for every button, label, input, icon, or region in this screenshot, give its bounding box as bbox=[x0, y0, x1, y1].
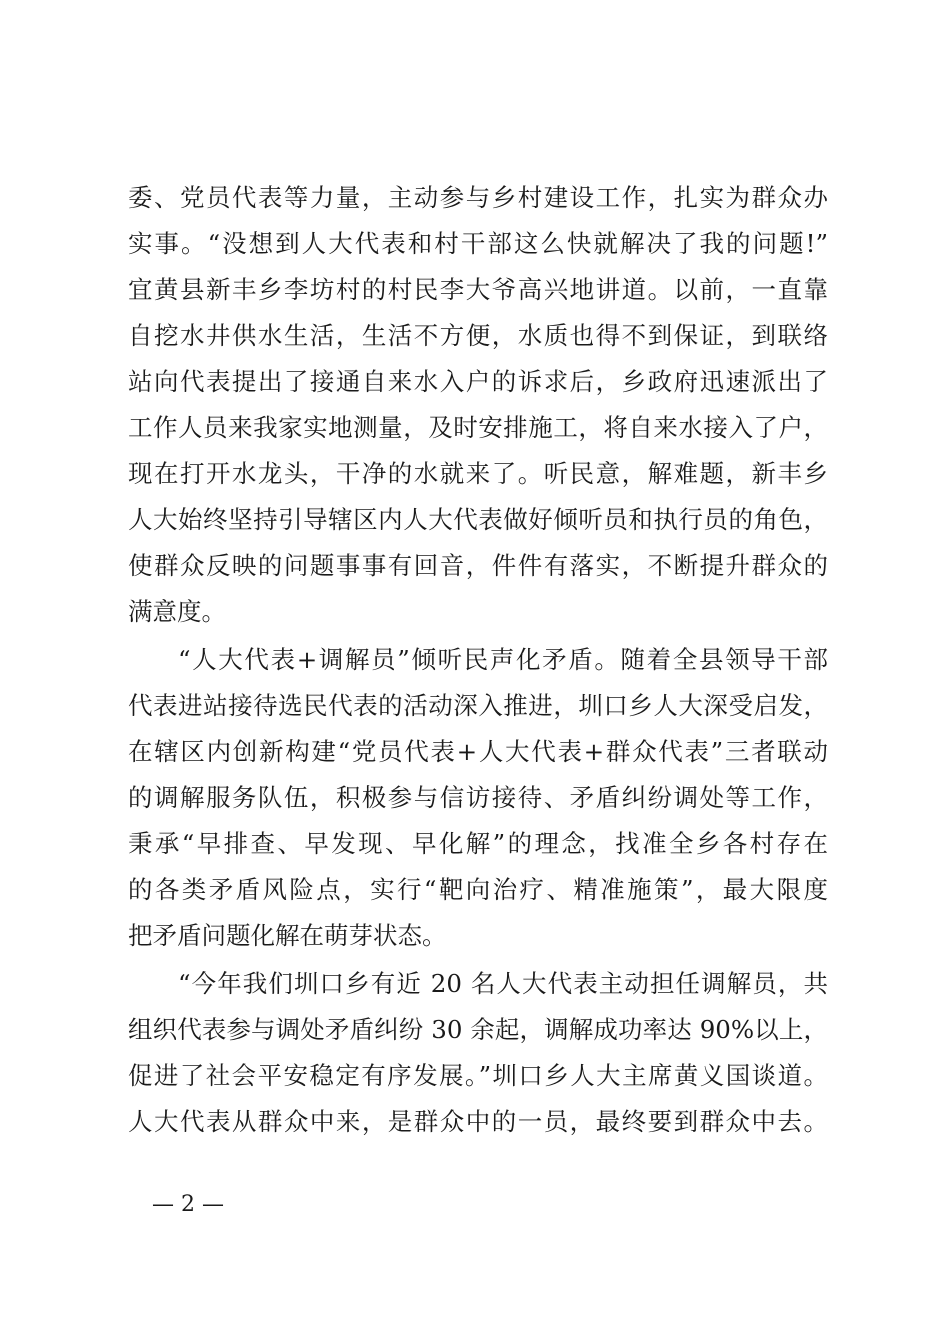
paragraph-1-line-1: 委、党员代表等力量，主动参与乡村建设工作，扎实为群众办 bbox=[128, 183, 828, 212]
paragraph-1-line-2: 实事。“没想到人大代表和村干部这么快就解决了我的问题!” bbox=[128, 229, 828, 258]
paragraph-2-line-7: 把矛盾问题化解在萌芽状态。 bbox=[128, 921, 447, 950]
paragraph-3-line-2: 组织代表参与调处矛盾纠纷 30 余起，调解成功率达 90%以上， bbox=[128, 1015, 828, 1044]
paragraph-1-line-9: 使群众反映的问题事事有回音，件件有落实，不断提升群众的 bbox=[128, 551, 828, 580]
paragraph-3-line-4: 人大代表从群众中来，是群众中的一员，最终要到群众中去。 bbox=[128, 1107, 828, 1136]
paragraph-3-line-3: 促进了社会平安稳定有序发展。”圳口乡人大主席黄义国谈道。 bbox=[128, 1061, 828, 1090]
paragraph-1-line-8: 人大始终坚持引导辖区内人大代表做好倾听员和执行员的角色， bbox=[128, 505, 828, 534]
paragraph-2-line-2: 代表进站接待选民代表的活动深入推进，圳口乡人大深受启发， bbox=[128, 691, 828, 720]
paragraph-1-line-10: 满意度。 bbox=[128, 597, 226, 626]
paragraph-2-line-4: 的调解服务队伍，积极参与信访接待、矛盾纠纷调处等工作， bbox=[128, 783, 828, 812]
paragraph-1-line-5: 站向代表提出了接通自来水入户的诉求后，乡政府迅速派出了 bbox=[128, 367, 828, 396]
page-number: — 2 — bbox=[152, 1192, 224, 1217]
paragraph-2-line-3: 在辖区内创新构建“党员代表+人大代表+群众代表”三者联动 bbox=[128, 737, 828, 766]
paragraph-1-line-3: 宜黄县新丰乡李坊村的村民李大爷高兴地讲道。以前，一直靠 bbox=[128, 275, 828, 304]
paragraph-2-line-1: “人大代表+调解员”倾听民声化矛盾。随着全县领导干部 bbox=[178, 645, 828, 674]
paragraph-1-line-4: 自挖水井供水生活，生活不方便，水质也得不到保证，到联络 bbox=[128, 321, 828, 350]
paragraph-2-line-5: 秉承“早排查、早发现、早化解”的理念，找准全乡各村存在 bbox=[128, 829, 828, 858]
paragraph-1-line-6: 工作人员来我家实地测量，及时安排施工，将自来水接入了户， bbox=[128, 413, 828, 442]
paragraph-1-line-7: 现在打开水龙头，干净的水就来了。听民意，解难题，新丰乡 bbox=[128, 459, 828, 488]
paragraph-2-line-6: 的各类矛盾风险点，实行“靶向治疗、精准施策”，最大限度 bbox=[128, 875, 828, 904]
paragraph-3-line-1: “今年我们圳口乡有近 20 名人大代表主动担任调解员，共 bbox=[178, 969, 828, 998]
